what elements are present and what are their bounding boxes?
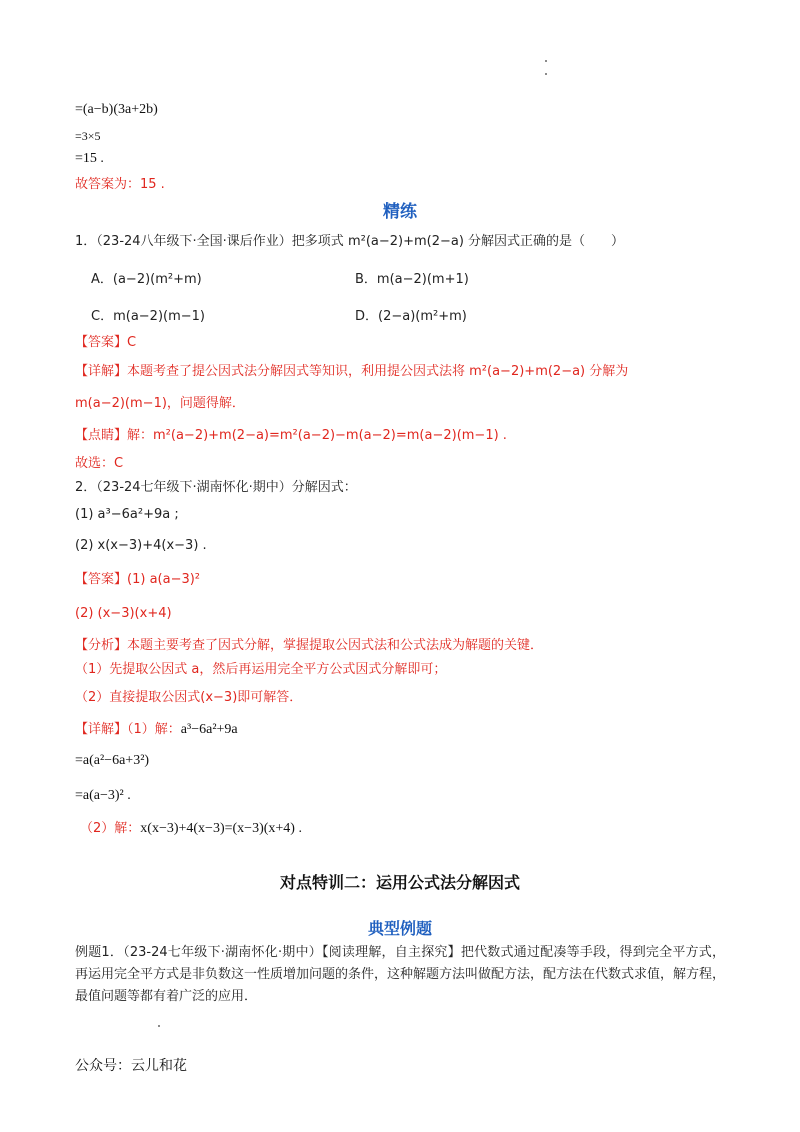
option-b[interactable]: B．m(a−2)(m+1) xyxy=(355,272,469,287)
equation-line: =a(a²−6a+3²) xyxy=(75,753,150,768)
question-stem: 2．（23-24七年级下·湖南怀化·期中）分解因式： xyxy=(75,480,357,495)
example-paragraph: 例题1．（23-24七年级下·湖南怀化·期中）【阅读理解，自主探究】把代数式通过配凑等手段，得到完全平方式，再运用完全平方式是非负数这一性质增加问题的条件，这种解题方法叫做配方法，配方法在代数式求值，解方程，最值问题等都有着广泛的应用． xyxy=(75,945,726,1004)
detail-prefix: （1）解： xyxy=(127,722,181,737)
option-a[interactable]: A．(a−2)(m²+m) xyxy=(91,272,202,287)
detail-row xyxy=(75,721,238,739)
speck-mark xyxy=(158,1025,160,1027)
answer-part-2: (2) (x−3)(x+4) xyxy=(75,606,172,621)
equation-line: =a(a−3)² . xyxy=(75,788,131,803)
analysis-row xyxy=(75,637,543,655)
comment-text: 解：m²(a−2)+m(2−a)=m²(a−2)−m(a−2)=m(a−2)(m−1) . xyxy=(127,428,507,443)
footer-text: 公众号：云儿和花 xyxy=(75,1058,187,1074)
answer-label: 【答案】 xyxy=(75,572,128,587)
detail-prefix: （2）解： xyxy=(80,821,141,836)
answer-row xyxy=(75,334,136,352)
answer-label: 【答案】 xyxy=(75,335,128,350)
equation-line: =(a−b)(3a+2b) xyxy=(75,102,158,117)
comment-label: 【点睛】 xyxy=(75,428,128,443)
comment-row xyxy=(75,427,507,445)
detail-expression: x(x−3)+4(x−3)=(x−3)(x+4) . xyxy=(140,821,302,836)
question-stem: 1．（23-24八年级下·全国·课后作业）把多项式 m²(a−2)+m(2−a) 分解因式正确的是（ ） xyxy=(75,234,625,249)
section-title-practice: 精练 xyxy=(383,202,417,222)
speck-mark xyxy=(545,73,547,75)
analysis-label: 【分析】 xyxy=(75,638,128,653)
answer-row xyxy=(75,571,200,589)
analysis-step-1: （1）先提取公因式 a，然后再运用完全平方公式因式分解即可； xyxy=(75,662,447,677)
section-title-examples: 典型例题 xyxy=(367,919,432,938)
detail-expression: a³−6a²+9a xyxy=(180,722,238,737)
option-c[interactable]: C．m(a−2)(m−1) xyxy=(91,309,205,324)
analysis-text: 本题主要考查了因式分解，掌握提取公因式法和公式法成为解题的关键． xyxy=(127,638,544,653)
section-title: 对点特训二：运用公式法分解因式 xyxy=(279,873,520,892)
detail-row-continued: m(a−2)(m−1)，问题得解． xyxy=(75,396,245,411)
question-part: (1) a³−6a²+9a ; xyxy=(75,507,179,522)
speck-mark xyxy=(545,60,547,62)
answer-part-1: (1) a(a−3)² xyxy=(127,572,201,587)
detail-label: 【详解】 xyxy=(75,364,128,379)
detail-label: 【详解】 xyxy=(75,722,128,737)
detail-row xyxy=(75,363,628,381)
detail-text: 本题考查了提公因式法分解因式等知识，利用提公因式法将 m²(a−2)+m(2−a) 分解为 xyxy=(127,364,629,379)
equation-line: =15 . xyxy=(75,151,104,166)
question-part: (2) x(x−3)+4(x−3) . xyxy=(75,538,207,553)
choose-line: 故选：C xyxy=(75,456,124,471)
detail-row xyxy=(80,820,302,838)
answer-line: 故答案为：15 . xyxy=(75,177,165,192)
analysis-step-2: （2）直接提取公因式(x−3)即可解答． xyxy=(75,690,303,705)
option-d[interactable]: D．(2−a)(m²+m) xyxy=(355,309,467,324)
answer-value: C xyxy=(127,335,137,350)
equation-line: =3×5 xyxy=(75,129,101,143)
